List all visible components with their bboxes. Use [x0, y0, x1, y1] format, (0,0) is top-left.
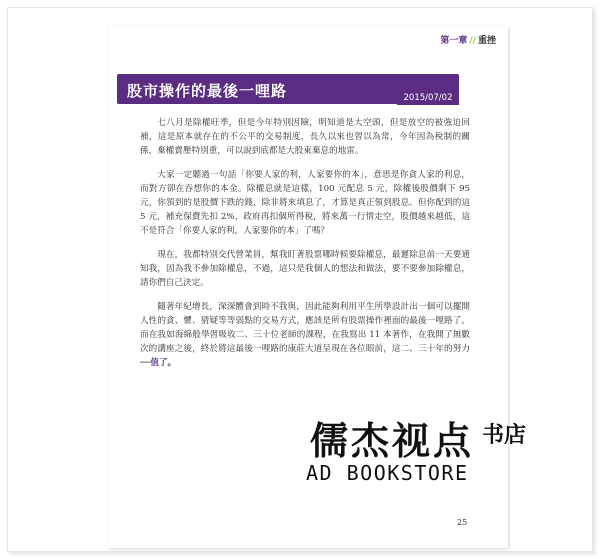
paragraph: 大家一定聽過一句話「你要人家的利，人家要你的本」，意思是你貪人家的利息，而對方卻在吞想你的本金。除權息就是這樣，100 元配息 5 元，除權後股價剩下 95 元，你領到的是股價下跌的錢，除非將來填息了，才算是真正領到股息。但你配到的這 5 元，補充保費先扣 2%，政府再扣個所得稅，將來萬一行情走空，股價越來越低，這不是符合「你要人家的利，人家要你的本」了嗎？ — [140, 170, 470, 236]
slash-divider-icon: // — [469, 36, 476, 46]
paragraph-text: 隨著年紀增長，深深體會到時不我與，因此能夠利用平生所學設計出一個可以擺開人性的貪、懼、猜疑等等弱點的交易方式，應該是所有股票操作裡面的最後一哩路了。而在我如海綿般學習吸收二、三十位老師的課程，在我寫出 11 本著作，在我開了無數次的講座之後，終於將這最後一哩路的康莊大道呈現在各位眼前，這二、三十年的努力── — [140, 302, 470, 368]
date-badge: 2015/07/02 — [397, 91, 459, 105]
emphasis-text: 值了。 — [150, 358, 177, 368]
section-title: 股市操作的最後一哩路 — [127, 82, 288, 100]
chapter-header — [440, 33, 496, 46]
paragraph — [140, 300, 470, 370]
watermark-logo-english: AD BOOKSTORE — [306, 461, 469, 485]
watermark-logo-small: 书店 — [482, 422, 527, 448]
paragraph: 七八月是除權旺季，但是今年特別因險，明知道是大空頭，但是放空的被強迫回補，這是原本就存在的不公平的交易制度，長久以來也習以為常，今年因為稅制的關係，棄權賣壓特別重，可以說到底都是大股東棄息的地雷。 — [140, 118, 470, 156]
paragraph: 現在，我都特別交代營業員，幫我盯著股票哪時候要除權息，最遲除息前一天要通知我，因為我不參加除權息，不過，這只是我個人的想法和做法，要不要參加除權息，請你們自己決定。 — [140, 250, 470, 288]
article-body — [140, 116, 470, 380]
chapter-label: 第一章 — [440, 36, 468, 46]
chapter-subtitle: 重挫 — [477, 36, 496, 46]
watermark-logo-chinese: 儒杰视点 — [310, 419, 475, 463]
page-number: 25 — [457, 518, 468, 527]
